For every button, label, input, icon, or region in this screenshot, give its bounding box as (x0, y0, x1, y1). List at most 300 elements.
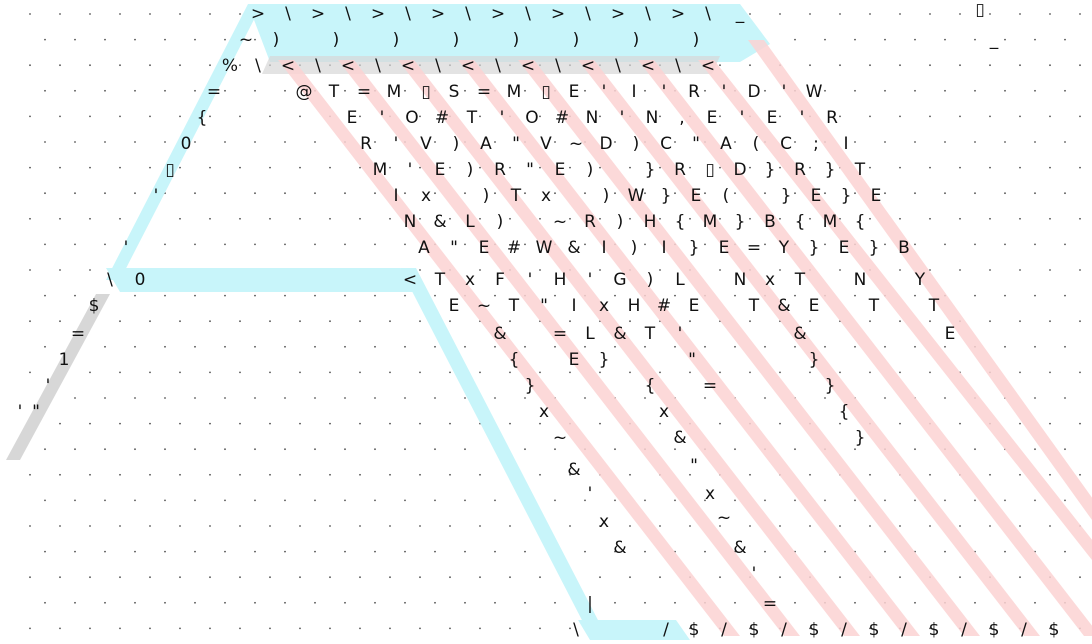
grid-dot (344, 551, 346, 553)
grid-dot (179, 13, 181, 15)
grid-dot (869, 13, 871, 15)
grid-dot (854, 295, 856, 297)
grid-dot (239, 474, 241, 476)
grid-dot (59, 218, 61, 220)
grid-dot (749, 372, 751, 374)
grid-dot (944, 192, 946, 194)
grid-dot (119, 372, 121, 374)
grid-dot (164, 346, 166, 348)
grid-dot (584, 244, 586, 246)
grid-dot (1034, 397, 1036, 399)
glyph: { (854, 212, 866, 232)
grid-dot (374, 346, 376, 348)
grid-dot (509, 372, 511, 374)
glyph: ) (452, 30, 460, 50)
glyph: D (747, 82, 761, 102)
grid-dot (929, 218, 931, 220)
grid-dot (944, 397, 946, 399)
glyph: & (613, 324, 627, 344)
glyph: N (853, 270, 867, 290)
grid-dot (104, 90, 106, 92)
grid-dot (959, 423, 961, 425)
grid-dot (164, 551, 166, 553)
glyph: T (466, 108, 478, 128)
grid-dot (104, 448, 106, 450)
glyph: ) (392, 30, 400, 50)
grid-dot (449, 525, 451, 527)
glyph: , (679, 108, 685, 128)
grid-dot (614, 551, 616, 553)
grid-dot (344, 90, 346, 92)
glyph: \ (705, 4, 711, 24)
glyph: ' (587, 270, 593, 290)
glyph: \ (675, 56, 681, 76)
glyph: \ (285, 4, 291, 24)
glyph: E (448, 296, 460, 316)
pink-trace-diagonal (638, 60, 1092, 636)
grid-dot (914, 244, 916, 246)
grid-dot (689, 167, 691, 169)
grid-dot (404, 90, 406, 92)
grid-dot (434, 602, 436, 604)
grid-dot (149, 372, 151, 374)
grid-dot (29, 13, 31, 15)
glyph: T (508, 296, 520, 316)
grid-dot (1064, 39, 1066, 41)
grid-dot (569, 525, 571, 527)
grid-dot (119, 320, 121, 322)
grid-dot (419, 116, 421, 118)
glyph: x (598, 512, 610, 532)
grid-dot (134, 346, 136, 348)
grid-dot (959, 64, 961, 66)
grid-dot (314, 141, 316, 143)
grid-dot (989, 320, 991, 322)
glyph: M (386, 82, 402, 102)
grid-dot (599, 525, 601, 527)
glyph: W (535, 238, 553, 258)
grid-dot (134, 551, 136, 553)
glyph: = (746, 238, 762, 258)
grid-dot (599, 423, 601, 425)
glyph: } (688, 238, 700, 258)
glyph: \ (495, 56, 501, 76)
grid-dot (269, 628, 271, 630)
grid-dot (884, 346, 886, 348)
grid-dot (44, 90, 46, 92)
grid-dot (464, 448, 466, 450)
grid-dot (299, 320, 301, 322)
grid-dot (719, 525, 721, 527)
grid-dot (104, 39, 106, 41)
grid-dot (749, 13, 751, 15)
grid-dot (1004, 244, 1006, 246)
grid-dot (374, 141, 376, 143)
grid-dot (314, 192, 316, 194)
grid-dot (179, 474, 181, 476)
grid-dot (1034, 448, 1036, 450)
grid-dot (824, 551, 826, 553)
grid-dot (149, 423, 151, 425)
grid-dot (779, 218, 781, 220)
cyan-trace-bottom-band (578, 620, 690, 640)
grid-dot (299, 628, 301, 630)
grid-dot (884, 244, 886, 246)
glyph: > (670, 4, 686, 24)
grid-dot (419, 525, 421, 527)
grid-dot (764, 346, 766, 348)
grid-dot (989, 474, 991, 476)
grid-dot (779, 116, 781, 118)
grid-dot (959, 167, 961, 169)
grid-dot (554, 141, 556, 143)
glyph: R (794, 160, 806, 180)
grid-dot (554, 500, 556, 502)
grid-dot (449, 474, 451, 476)
glyph: < (700, 56, 716, 76)
pink-trace-diagonal (398, 60, 860, 636)
grid-dot (794, 500, 796, 502)
grid-dot (269, 525, 271, 527)
glyph: ▯ (541, 82, 551, 102)
grid-dot (1049, 525, 1051, 527)
grid-dot (704, 244, 706, 246)
grid-dot (239, 116, 241, 118)
grid-dot (164, 39, 166, 41)
grid-dot (614, 602, 616, 604)
grid-dot (254, 500, 256, 502)
glyph: / (961, 620, 967, 640)
grid-dot (194, 397, 196, 399)
grid-dot (1064, 500, 1066, 502)
glyph: ) (332, 30, 340, 50)
grid-dot (269, 167, 271, 169)
glyph: E (690, 186, 702, 206)
grid-dot (89, 525, 91, 527)
grid-dot (554, 295, 556, 297)
pink-trace-diagonal (518, 60, 980, 636)
grid-dot (404, 602, 406, 604)
grid-dot (344, 500, 346, 502)
grid-dot (329, 167, 331, 169)
grid-dot (944, 141, 946, 143)
grid-dot (194, 602, 196, 604)
grid-dot (224, 295, 226, 297)
grid-dot (254, 39, 256, 41)
pink-trace-diagonal (338, 60, 800, 636)
grid-dot (389, 474, 391, 476)
glyph: I (843, 134, 849, 154)
grid-dot (434, 346, 436, 348)
grid-dot (479, 167, 481, 169)
grid-dot (899, 423, 901, 425)
grid-dot (704, 551, 706, 553)
grid-dot (644, 551, 646, 553)
grid-dot (1079, 64, 1081, 66)
glyph: I (393, 186, 399, 206)
grid-dot (494, 346, 496, 348)
grid-dot (149, 576, 151, 578)
grid-dot (1079, 269, 1081, 271)
grid-dot (284, 602, 286, 604)
grid-dot (1019, 320, 1021, 322)
glyph: L (675, 270, 685, 290)
grid-dot (584, 551, 586, 553)
grid-dot (74, 295, 76, 297)
grid-dot (404, 295, 406, 297)
glyph: ) (272, 30, 280, 50)
grid-dot (344, 448, 346, 450)
grid-dot (29, 320, 31, 322)
grid-dot (569, 320, 571, 322)
glyph: < (402, 270, 418, 290)
grid-dot (809, 64, 811, 66)
glyph: $ (1048, 620, 1060, 640)
glyph: ) (602, 186, 610, 206)
grid-dot (1049, 269, 1051, 271)
grid-dot (899, 64, 901, 66)
grid-dot (269, 116, 271, 118)
grid-dot (344, 192, 346, 194)
grid-dot (1079, 423, 1081, 425)
glyph: $ (928, 620, 940, 640)
glyph: } (868, 238, 880, 258)
glyph: @ (295, 82, 313, 102)
grid-dot (344, 397, 346, 399)
grid-dot (329, 628, 331, 630)
grid-dot (839, 576, 841, 578)
grid-dot (44, 192, 46, 194)
grid-dot (149, 64, 151, 66)
grid-dot (419, 576, 421, 578)
grid-dot (119, 423, 121, 425)
glyph: A (418, 238, 430, 258)
grid-dot (104, 244, 106, 246)
glyph: x (598, 296, 610, 316)
glyph: I (661, 238, 667, 258)
glyph: ) (482, 186, 490, 206)
grid-dot (134, 295, 136, 297)
glyph: E (838, 238, 850, 258)
glyph: W (805, 82, 823, 102)
glyph: \ (435, 56, 441, 76)
grid-dot (494, 141, 496, 143)
glyph: N (403, 212, 417, 232)
grid-dot (899, 320, 901, 322)
grid-dot (74, 500, 76, 502)
glyph: \ (525, 4, 531, 24)
grid-dot (749, 474, 751, 476)
grid-dot (884, 39, 886, 41)
grid-dot (854, 39, 856, 41)
glyph: E (718, 238, 730, 258)
grid-dot (689, 218, 691, 220)
glyph: ' (661, 82, 667, 102)
grid-dot (209, 576, 211, 578)
grid-dot (479, 576, 481, 578)
glyph: ) (692, 30, 700, 50)
glyph: D (599, 134, 613, 154)
grid-dot (554, 192, 556, 194)
cyan-trace-left-diagonal (106, 4, 262, 280)
grid-dot (479, 474, 481, 476)
grid-dot (764, 244, 766, 246)
grid-dot (734, 295, 736, 297)
glyph: \ (645, 4, 651, 24)
grid-dot (449, 372, 451, 374)
grid-dot (524, 346, 526, 348)
grid-dot (794, 141, 796, 143)
grid-dot (779, 423, 781, 425)
grid-dot (479, 372, 481, 374)
glyph: x (540, 186, 552, 206)
grid-dot (179, 576, 181, 578)
grid-dot (359, 167, 361, 169)
glyph: S (448, 82, 460, 102)
glyph: < (340, 56, 356, 76)
grid-dot (344, 295, 346, 297)
glyph: N (585, 108, 599, 128)
grid-dot (674, 448, 676, 450)
grid-dot (584, 500, 586, 502)
grid-dot (1049, 64, 1051, 66)
grid-dot (224, 141, 226, 143)
grid-dot (284, 295, 286, 297)
glyph: < (520, 56, 536, 76)
grid-dot (464, 602, 466, 604)
grid-dot (824, 244, 826, 246)
grid-dot (44, 346, 46, 348)
glyph: { (196, 108, 208, 128)
grid-dot (209, 525, 211, 527)
grid-dot (269, 218, 271, 220)
grid-dot (974, 500, 976, 502)
grid-dot (1019, 525, 1021, 527)
grid-dot (1019, 167, 1021, 169)
glyph: V (540, 134, 552, 154)
grid-dot (704, 192, 706, 194)
grid-dot (509, 576, 511, 578)
glyph: ' (677, 324, 683, 344)
grid-dot (929, 320, 931, 322)
grid-dot (449, 423, 451, 425)
glyph: \ (375, 56, 381, 76)
glyph: # (554, 108, 570, 128)
grid-dot (944, 346, 946, 348)
grid-dot (59, 320, 61, 322)
glyph: ▯ (975, 0, 985, 20)
grid-dot (329, 372, 331, 374)
grid-dot (284, 192, 286, 194)
grid-dot (284, 551, 286, 553)
grid-dot (224, 397, 226, 399)
glyph: " (512, 134, 520, 154)
grid-dot (179, 218, 181, 220)
cyan-trace-top-band (248, 4, 770, 62)
grid-dot (824, 90, 826, 92)
grid-dot (344, 244, 346, 246)
grid-dot (254, 295, 256, 297)
grid-dot (224, 346, 226, 348)
grid-dot (989, 116, 991, 118)
grid-dot (809, 372, 811, 374)
grid-dot (59, 423, 61, 425)
grid-dot (119, 167, 121, 169)
grid-dot (239, 320, 241, 322)
glyph: ' (619, 108, 625, 128)
grid-dot (914, 295, 916, 297)
grid-dot (569, 218, 571, 220)
glyph: ) (646, 270, 654, 290)
grid-dot (299, 218, 301, 220)
glyph: F (495, 270, 505, 290)
glyph: D (733, 160, 747, 180)
grid-dot (1049, 13, 1051, 15)
grid-dot (509, 218, 511, 220)
grid-dot (509, 320, 511, 322)
grid-dot (404, 397, 406, 399)
grid-dot (44, 244, 46, 246)
grid-dot (44, 500, 46, 502)
glyph: A (480, 134, 492, 154)
glyph: \ (107, 270, 113, 290)
grid-dot (89, 13, 91, 15)
grid-dot (599, 167, 601, 169)
grid-dot (194, 141, 196, 143)
grid-dot (299, 167, 301, 169)
grid-dot (29, 628, 31, 630)
grid-dot (614, 500, 616, 502)
grid-dot (29, 372, 31, 374)
grid-dot (1079, 320, 1081, 322)
grid-dot (959, 525, 961, 527)
grid-dot (434, 295, 436, 297)
glyph: " (692, 134, 700, 154)
grid-dot (1034, 192, 1036, 194)
grid-dot (119, 218, 121, 220)
grid-dot (749, 628, 751, 630)
glyph: ( (722, 186, 730, 206)
grid-dot (284, 397, 286, 399)
glyph: ' (751, 564, 757, 584)
grid-dot (209, 320, 211, 322)
grid-dot (359, 218, 361, 220)
grid-dot (314, 551, 316, 553)
glyph: 0 (180, 134, 192, 154)
glyph: { (508, 350, 520, 370)
grid-dot (449, 167, 451, 169)
grid-dot (464, 90, 466, 92)
glyph: " (526, 160, 534, 180)
grid-dot (1049, 320, 1051, 322)
grid-dot (1064, 295, 1066, 297)
grid-dot (929, 64, 931, 66)
grid-dot (554, 448, 556, 450)
glyph: x (658, 402, 670, 422)
glyph: M (822, 212, 838, 232)
grid-dot (704, 500, 706, 502)
grid-dot (194, 346, 196, 348)
grid-dot (989, 13, 991, 15)
grid-dot (44, 295, 46, 297)
grid-dot (479, 116, 481, 118)
glyph: # (434, 108, 450, 128)
grid-dot (374, 602, 376, 604)
grid-dot (254, 551, 256, 553)
grid-dot (374, 500, 376, 502)
pink-trace-diagonal (698, 60, 1092, 560)
glyph: \ (405, 4, 411, 24)
